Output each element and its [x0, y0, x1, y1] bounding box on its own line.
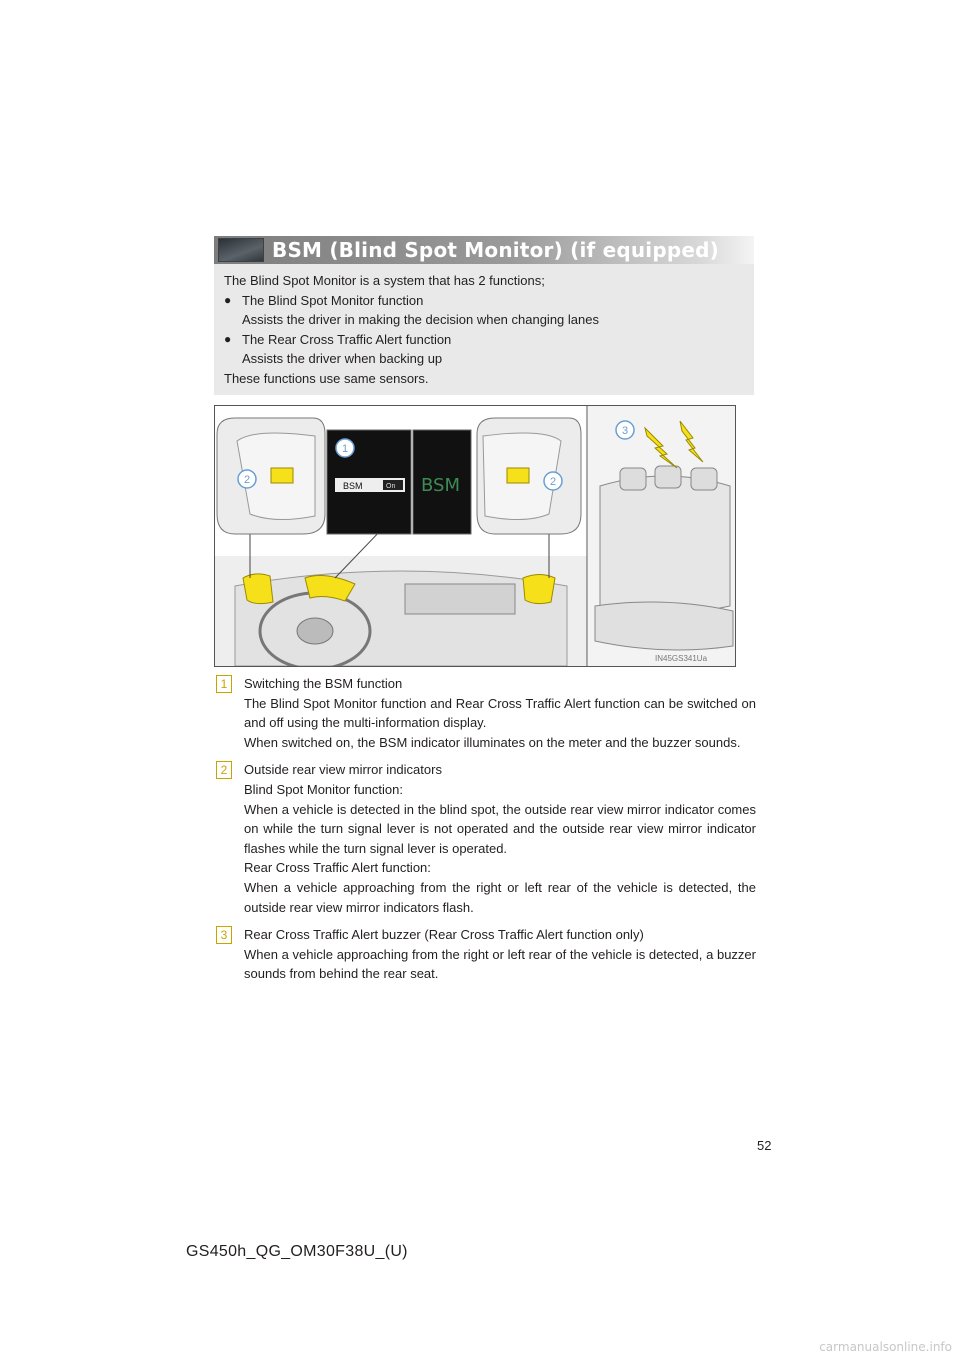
item-number: 3 [216, 926, 232, 944]
callout-number: 2 [549, 476, 557, 488]
list-item [216, 674, 756, 752]
page-number: 52 [757, 1138, 772, 1153]
right-mirror-indicator [507, 468, 529, 483]
headrest-left [620, 468, 646, 490]
intro-closing: These functions use same sensors. [224, 370, 429, 386]
bullet-desc: Assists the driver in making the decision when changing lanes [242, 312, 599, 328]
headrest-right [691, 468, 717, 490]
rear-seat-cushion [595, 602, 733, 650]
section-title-bar [214, 236, 754, 264]
footer-watermark-link[interactable]: carmanualsonline.info [819, 1340, 952, 1354]
item-heading: Outside rear view mirror indicators [244, 762, 442, 778]
figure-code: IN45GS341Ua [655, 654, 708, 663]
item-body [244, 760, 756, 917]
headrest-center [655, 466, 681, 488]
item-number: 2 [216, 761, 232, 779]
right-mirror-highlight [523, 575, 555, 604]
item-body [244, 925, 756, 984]
item-paragraph: The Blind Spot Monitor function and Rear Cross Traffic Alert function can be switched on and off using the multi-information display. [244, 695, 756, 731]
center-display [405, 584, 515, 614]
item-heading: Switching the BSM function [244, 676, 403, 691]
item-paragraph: When a vehicle approaching from the right or left rear of the vehicle is detected, a buzzer sounds from behind the rear seat. [244, 946, 756, 982]
list-item [216, 925, 756, 984]
item-paragraph: When a vehicle approaching from the right or left rear of the vehicle is detected, the outside rear view mirror indicators flash. [244, 879, 756, 915]
bullet-desc: Assists the driver when backing up [242, 351, 443, 367]
rear-seatback [600, 476, 730, 614]
callout-number: 2 [243, 474, 251, 486]
item-paragraph: Rear Cross Traffic Alert function: [244, 860, 431, 876]
intro-bullet [224, 330, 744, 350]
left-mirror-highlight [243, 574, 273, 604]
bsm-illustration-svg [215, 406, 735, 666]
bullet-label: The Rear Cross Traffic Alert function [242, 331, 452, 347]
bsm-indicator-label: BSM [421, 475, 460, 496]
list-item [216, 760, 756, 917]
meter-menu-value: On [386, 483, 396, 490]
intro-line: The Blind Spot Monitor is a system that has 2 functions; [224, 273, 545, 288]
callout-number: 1 [341, 443, 349, 455]
intro-box [214, 264, 754, 395]
dashboard-panel [235, 571, 567, 666]
callout-number: 3 [621, 425, 629, 437]
item-paragraph: When a vehicle is detected in the blind spot, the outside rear view mirror indicator comes on while the turn signal lever is not operated and the outside rear view mirror indicator flashes while the turn signal lever is operated. [244, 801, 756, 856]
section-thumbnail-image [218, 238, 264, 262]
item-number: 1 [216, 675, 232, 693]
steering-hub [297, 618, 333, 644]
page-title: BSM (Blind Spot Monitor) (if equipped) [272, 238, 720, 262]
bullet-label: The Blind Spot Monitor function [242, 292, 424, 308]
item-heading: Rear Cross Traffic Alert buzzer (Rear Cross Traffic Alert function only) [244, 927, 644, 943]
item-list [216, 674, 756, 992]
item-paragraph: When switched on, the BSM indicator illuminates on the meter and the buzzer sounds. [244, 734, 741, 750]
bullet-icon: ● [224, 292, 232, 307]
bsm-illustration [214, 405, 736, 667]
document-code: GS450h_QG_OM30F38U_(U) [186, 1243, 408, 1260]
bullet-icon: ● [224, 331, 232, 346]
item-body [244, 674, 756, 752]
left-mirror-indicator [271, 468, 293, 483]
intro-bullet [224, 291, 744, 311]
item-paragraph: Blind Spot Monitor function: [244, 781, 403, 797]
meter-menu-item: BSM [343, 481, 363, 491]
